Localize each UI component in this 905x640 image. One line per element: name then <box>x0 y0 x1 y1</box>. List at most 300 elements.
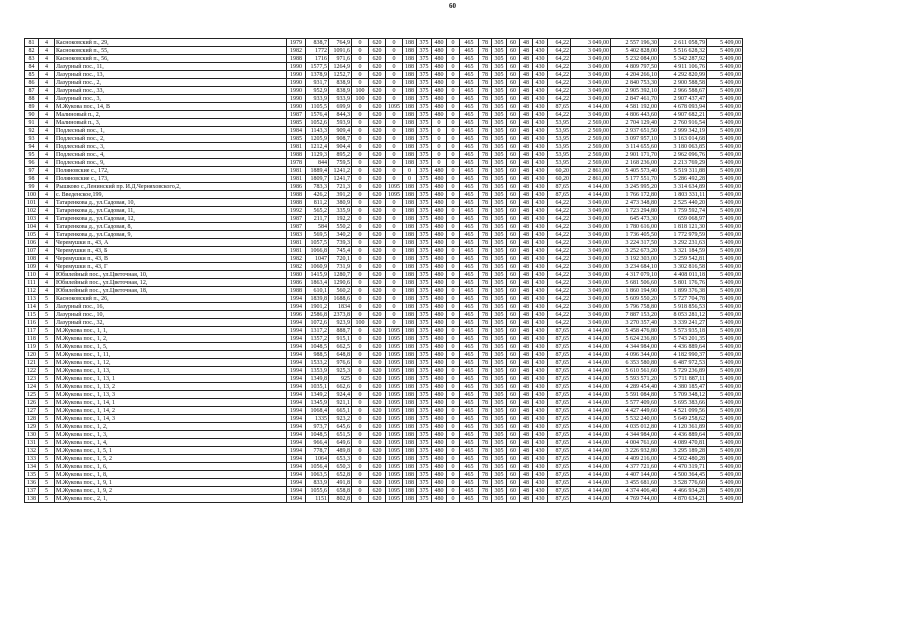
table-cell: 1994 <box>287 351 306 359</box>
table-cell: 430 <box>533 279 548 287</box>
table-cell: 123 <box>25 375 39 383</box>
table-cell: 844,3 <box>329 111 352 119</box>
table-cell: 119 <box>25 343 39 351</box>
table-cell: 0 <box>386 143 403 151</box>
table-cell: 465 <box>460 223 479 231</box>
table-cell: 430 <box>533 71 548 79</box>
table-cell: 0 <box>447 319 460 327</box>
table-cell: 375 <box>417 383 432 391</box>
table-cell: 480 <box>432 239 447 247</box>
table-cell: 5 409,00 <box>707 207 743 215</box>
table-cell: 1994 <box>287 439 306 447</box>
table-cell: 78 <box>479 487 492 495</box>
table-cell: 0 <box>386 319 403 327</box>
table-cell: 48 <box>520 431 533 439</box>
table-cell: 5 409,00 <box>707 319 743 327</box>
table-cell: 48 <box>520 95 533 103</box>
table-cell: 48 <box>520 87 533 95</box>
table-cell: Поляновские с., 172, <box>55 167 287 175</box>
table-row <box>25 95 743 103</box>
table-cell: 78 <box>479 335 492 343</box>
table-cell: 480 <box>432 479 447 487</box>
table-cell: 1095 <box>386 495 403 503</box>
table-cell: 188 <box>403 431 417 439</box>
table-cell: 188 <box>403 79 417 87</box>
table-cell: 5 409,00 <box>707 183 743 191</box>
table-cell: 1772 <box>306 47 329 55</box>
table-cell: 3 049,00 <box>571 39 611 47</box>
table-cell: 0 <box>352 271 369 279</box>
table-cell: 1994 <box>287 343 306 351</box>
table-cell: 4 204 266,10 <box>611 71 659 79</box>
table-cell: 4 144,00 <box>571 495 611 503</box>
data-table <box>24 38 743 503</box>
table-row <box>25 255 743 263</box>
table-cell: 0 <box>386 47 403 55</box>
table-cell: 0 <box>447 127 460 135</box>
table-cell: 1066,8 <box>306 247 329 255</box>
table-cell: 5 409,00 <box>707 247 743 255</box>
table-cell: 480 <box>432 103 447 111</box>
table-row <box>25 399 743 407</box>
table-cell: 0 <box>352 183 369 191</box>
table-cell: 48 <box>520 239 533 247</box>
table-cell: 0 <box>447 159 460 167</box>
table-cell: 430 <box>533 327 548 335</box>
table-row <box>25 39 743 47</box>
table-cell: Лазурный пос., 11, <box>55 63 287 71</box>
table-cell: 0 <box>352 167 369 175</box>
table-cell: 783,3 <box>306 183 329 191</box>
table-cell: 620 <box>369 415 386 423</box>
table-cell: 0 <box>432 119 447 127</box>
table-cell: 0 <box>352 103 369 111</box>
table-cell: 3 049,00 <box>571 47 611 55</box>
table-cell: 465 <box>460 239 479 247</box>
table-cell: 305 <box>492 319 507 327</box>
table-cell: 1072,6 <box>306 319 329 327</box>
table-cell: 620 <box>369 383 386 391</box>
table-cell: 0 <box>432 143 447 151</box>
table-cell: 0 <box>386 223 403 231</box>
table-cell: 48 <box>520 39 533 47</box>
table-cell: М.Жукова пос., 1, 14, 2 <box>55 407 287 415</box>
table-cell: 0 <box>447 39 460 47</box>
table-cell: 480 <box>432 255 447 263</box>
table-cell: 78 <box>479 247 492 255</box>
table-cell: 5 <box>39 415 55 423</box>
table-cell: 375 <box>417 471 432 479</box>
table-cell: 430 <box>533 487 548 495</box>
table-cell: 305 <box>492 455 507 463</box>
table-cell: 480 <box>432 63 447 71</box>
table-cell: 48 <box>520 303 533 311</box>
table-cell: 1985 <box>287 119 306 127</box>
table-cell: 60 <box>507 39 520 47</box>
table-cell: 64,22 <box>548 255 571 263</box>
table-cell: 4 <box>39 183 55 191</box>
table-cell: 375 <box>417 215 432 223</box>
table-cell: 2 569,00 <box>571 119 611 127</box>
table-cell: 4 144,00 <box>571 375 611 383</box>
table-cell: 375 <box>417 423 432 431</box>
table-cell: 620 <box>369 303 386 311</box>
table-cell: 87,65 <box>548 471 571 479</box>
table-cell: 1990 <box>287 87 306 95</box>
table-row <box>25 391 743 399</box>
table-cell: 465 <box>460 319 479 327</box>
table-cell: 1335 <box>306 415 329 423</box>
table-cell: 3 049,00 <box>571 231 611 239</box>
table-cell: 620 <box>369 335 386 343</box>
table-cell: 375 <box>417 119 432 127</box>
table-cell: 48 <box>520 375 533 383</box>
table-cell: 620 <box>369 255 386 263</box>
table-cell: 0 <box>432 159 447 167</box>
table-cell: 0 <box>352 231 369 239</box>
table-cell: 0 <box>352 455 369 463</box>
table-cell: 4 678 093,94 <box>659 103 707 111</box>
table-cell: 1095 <box>386 367 403 375</box>
table-cell: 1 780 616,00 <box>611 223 659 231</box>
table-cell: 375 <box>417 415 432 423</box>
table-cell: 4 809 797,50 <box>611 63 659 71</box>
table-row <box>25 119 743 127</box>
table-cell: 491,8 <box>329 479 352 487</box>
table-cell: М.Жукова пос., 1, 13, <box>55 367 287 375</box>
table-cell: 4 <box>39 47 55 55</box>
table-cell: 0 <box>447 487 460 495</box>
table-cell: 5 519 311,88 <box>659 167 707 175</box>
table-cell: 5 <box>39 375 55 383</box>
table-cell: 2 962 096,76 <box>659 151 707 159</box>
table-cell: 620 <box>369 63 386 71</box>
table-cell: 1095 <box>386 487 403 495</box>
table-cell: 188 <box>403 463 417 471</box>
table-cell: 0 <box>386 127 403 135</box>
table-cell: 0 <box>447 223 460 231</box>
table-cell: 0 <box>447 87 460 95</box>
table-cell: 5 <box>39 319 55 327</box>
table-cell: 305 <box>492 143 507 151</box>
table-cell: 305 <box>492 487 507 495</box>
table-cell: 430 <box>533 215 548 223</box>
table-cell: 117 <box>25 327 39 335</box>
table-cell: 465 <box>460 415 479 423</box>
table-cell: 5 729 236,89 <box>659 367 707 375</box>
table-cell: 60 <box>507 423 520 431</box>
table-cell: 87,65 <box>548 391 571 399</box>
table-cell: 78 <box>479 463 492 471</box>
table-cell: 60 <box>507 87 520 95</box>
table-cell: 60 <box>507 431 520 439</box>
table-cell: 60,20 <box>548 167 571 175</box>
table-cell: 480 <box>432 343 447 351</box>
table-cell: М.Жукова пос., 1, 13, 2 <box>55 383 287 391</box>
table-row <box>25 159 743 167</box>
table-cell: 430 <box>533 103 548 111</box>
table-cell: 305 <box>492 175 507 183</box>
table-cell: 78 <box>479 223 492 231</box>
table-cell: 48 <box>520 423 533 431</box>
table-cell: 649,6 <box>329 439 352 447</box>
table-cell: 48 <box>520 127 533 135</box>
table-cell: 0 <box>447 463 460 471</box>
table-cell: 5 649 258,62 <box>659 415 707 423</box>
table-cell: 1105,5 <box>306 103 329 111</box>
table-cell: 4 <box>39 167 55 175</box>
table-cell: 430 <box>533 47 548 55</box>
table-cell: 430 <box>533 207 548 215</box>
table-cell: 375 <box>417 407 432 415</box>
table-cell: 109 <box>25 263 39 271</box>
table-row <box>25 303 743 311</box>
table-cell: 375 <box>417 199 432 207</box>
table-cell: 5 409,00 <box>707 263 743 271</box>
table-cell: 5 409,00 <box>707 63 743 71</box>
table-cell: 1994 <box>287 463 306 471</box>
table-cell: 188 <box>403 423 417 431</box>
table-cell: 3 114 655,60 <box>611 143 659 151</box>
table-cell: 0 <box>386 263 403 271</box>
table-cell: 3 049,00 <box>571 199 611 207</box>
table-cell: 4 <box>39 191 55 199</box>
table-cell: 5 409,00 <box>707 47 743 55</box>
table-cell: 60 <box>507 415 520 423</box>
table-cell: 305 <box>492 399 507 407</box>
table-cell: 4 <box>39 127 55 135</box>
table-cell: 305 <box>492 127 507 135</box>
table-cell: 0 <box>447 263 460 271</box>
table-cell: 1994 <box>287 415 306 423</box>
table-cell: 78 <box>479 119 492 127</box>
table-cell: 48 <box>520 295 533 303</box>
table-cell: 5 409,00 <box>707 423 743 431</box>
table-cell: 3 049,00 <box>571 287 611 295</box>
table-cell: 0 <box>352 375 369 383</box>
table-row <box>25 263 743 271</box>
table-cell: 0 <box>352 191 369 199</box>
table-cell: 908,7 <box>329 135 352 143</box>
table-cell: 430 <box>533 135 548 143</box>
table-cell: 5 409,00 <box>707 87 743 95</box>
table-cell: 60 <box>507 239 520 247</box>
table-cell: 465 <box>460 207 479 215</box>
table-cell: 620 <box>369 423 386 431</box>
table-cell: 0 <box>386 55 403 63</box>
table-cell: 87,65 <box>548 399 571 407</box>
table-cell: 0 <box>352 335 369 343</box>
table-cell: 465 <box>460 375 479 383</box>
table-cell: 53,95 <box>548 135 571 143</box>
table-row <box>25 487 743 495</box>
table-cell: 620 <box>369 271 386 279</box>
table-cell: 0 <box>447 335 460 343</box>
table-cell: 375 <box>417 311 432 319</box>
table-cell: 465 <box>460 487 479 495</box>
table-cell: 0 <box>447 343 460 351</box>
table-cell: 430 <box>533 303 548 311</box>
table-cell: 3 049,00 <box>571 71 611 79</box>
table-cell: 465 <box>460 471 479 479</box>
table-cell: 620 <box>369 143 386 151</box>
table-cell: 430 <box>533 111 548 119</box>
table-cell: 0 <box>386 87 403 95</box>
table-cell: 1415,9 <box>306 271 329 279</box>
table-cell: 1095 <box>386 471 403 479</box>
table-cell: 1095 <box>386 103 403 111</box>
table-cell: 60 <box>507 247 520 255</box>
table-cell: 480 <box>432 383 447 391</box>
table-cell: 1994 <box>287 447 306 455</box>
table-cell: 48 <box>520 439 533 447</box>
table-cell: 5 <box>39 439 55 447</box>
table-cell: 1095 <box>386 351 403 359</box>
table-cell: 48 <box>520 255 533 263</box>
table-cell: 0 <box>386 199 403 207</box>
table-cell: 53,95 <box>548 119 571 127</box>
table-row <box>25 423 743 431</box>
table-cell: 3 097 957,10 <box>611 135 659 143</box>
table-row <box>25 87 743 95</box>
table-cell: 4 144,00 <box>571 447 611 455</box>
table-cell: 1983 <box>287 231 306 239</box>
table-cell: Юбилейный пос., ул.Цветочная, 12, <box>55 279 287 287</box>
table-row <box>25 463 743 471</box>
table-cell: 764,9 <box>329 39 352 47</box>
table-cell: 188 <box>403 407 417 415</box>
table-cell: 5 409,00 <box>707 111 743 119</box>
table-cell: Лазурный пос., 32, <box>55 319 287 327</box>
table-cell: 375 <box>417 151 432 159</box>
table-cell: 305 <box>492 223 507 231</box>
table-cell: 1994 <box>287 303 306 311</box>
table-cell: 0 <box>386 255 403 263</box>
table-cell: 6 353 580,80 <box>611 359 659 367</box>
table-cell: 375 <box>417 183 432 191</box>
table-cell: 0 <box>447 287 460 295</box>
table-cell: 0 <box>352 79 369 87</box>
table-cell: 2 905 392,10 <box>611 87 659 95</box>
table-cell: 4 769 744,00 <box>611 495 659 503</box>
table-cell: 60 <box>507 207 520 215</box>
table-cell: 2 213 769,29 <box>659 159 707 167</box>
table-cell: 465 <box>460 159 479 167</box>
table-cell: 5 409,00 <box>707 71 743 79</box>
table-cell: 620 <box>369 319 386 327</box>
table-cell: 0 <box>447 279 460 287</box>
table-cell: 78 <box>479 79 492 87</box>
table-cell: 375 <box>417 263 432 271</box>
table-cell: 87,65 <box>548 367 571 375</box>
table-cell: 3 049,00 <box>571 239 611 247</box>
table-cell: 0 <box>386 111 403 119</box>
table-cell: 0 <box>352 263 369 271</box>
table-cell: 48 <box>520 287 533 295</box>
table-cell: Лазурный пос., 2, <box>55 79 287 87</box>
table-cell: 5 409,00 <box>707 231 743 239</box>
table-cell: 1241,2 <box>329 167 352 175</box>
table-cell: 430 <box>533 287 548 295</box>
table-cell: 78 <box>479 311 492 319</box>
table-cell: 620 <box>369 295 386 303</box>
table-cell: 60,20 <box>548 175 571 183</box>
table-cell: 430 <box>533 143 548 151</box>
table-cell: 60 <box>507 159 520 167</box>
table-cell: 5 409,00 <box>707 335 743 343</box>
table-cell: 1994 <box>287 495 306 503</box>
table-cell: 5 <box>39 391 55 399</box>
table-cell: 53,95 <box>548 151 571 159</box>
table-cell: 480 <box>432 487 447 495</box>
table-cell: 650,3 <box>329 463 352 471</box>
table-cell: 391,2 <box>329 191 352 199</box>
table-cell: 465 <box>460 255 479 263</box>
table-cell: Черемушки п., 43, Б <box>55 247 287 255</box>
table-cell: 4 292 820,99 <box>659 71 707 79</box>
table-cell: 480 <box>432 183 447 191</box>
table-cell: 5 409,00 <box>707 487 743 495</box>
table-cell: 0 <box>447 295 460 303</box>
table-cell: 48 <box>520 151 533 159</box>
table-row <box>25 191 743 199</box>
table-cell: 430 <box>533 383 548 391</box>
table-row <box>25 359 743 367</box>
table-cell: 0 <box>352 359 369 367</box>
table-cell: 0 <box>447 79 460 87</box>
table-cell: 188 <box>403 127 417 135</box>
table-cell: 78 <box>479 407 492 415</box>
table-cell: 87,65 <box>548 479 571 487</box>
table-cell: 0 <box>447 151 460 159</box>
table-cell: 5 409,00 <box>707 431 743 439</box>
table-cell: 0 <box>386 247 403 255</box>
table-cell: 2 999 342,19 <box>659 127 707 135</box>
table-cell: 1988 <box>287 151 306 159</box>
table-cell: 0 <box>352 127 369 135</box>
table-cell: 921,1 <box>329 399 352 407</box>
table-cell: 1863,4 <box>306 279 329 287</box>
table-cell: 78 <box>479 135 492 143</box>
table-cell: 48 <box>520 111 533 119</box>
table-cell: 465 <box>460 295 479 303</box>
table-cell: 1533,2 <box>306 359 329 367</box>
table-cell: 1 899 376,38 <box>659 287 707 295</box>
table-cell: 188 <box>403 63 417 71</box>
table-cell: 4 <box>39 79 55 87</box>
table-cell: 924,4 <box>329 391 352 399</box>
table-cell: 188 <box>403 359 417 367</box>
table-cell: 4 407 144,00 <box>611 471 659 479</box>
table-cell: 2 937 651,50 <box>611 127 659 135</box>
table-cell: 4 427 449,60 <box>611 407 659 415</box>
table-cell: 100 <box>352 95 369 103</box>
table-cell: 375 <box>417 175 432 183</box>
table-cell: 375 <box>417 191 432 199</box>
table-cell: 48 <box>520 63 533 71</box>
table-cell: 4 144,00 <box>571 183 611 191</box>
table-cell: 3 049,00 <box>571 79 611 87</box>
table-cell: 48 <box>520 487 533 495</box>
table-cell: 78 <box>479 415 492 423</box>
table-cell: М.Жукова пос., 1, 9, 1 <box>55 479 287 487</box>
table-cell: 4 144,00 <box>571 103 611 111</box>
table-cell: 0 <box>447 399 460 407</box>
table-cell: 0 <box>352 463 369 471</box>
table-cell: 3 455 681,60 <box>611 479 659 487</box>
table-cell: 0 <box>352 151 369 159</box>
table-cell: 620 <box>369 127 386 135</box>
